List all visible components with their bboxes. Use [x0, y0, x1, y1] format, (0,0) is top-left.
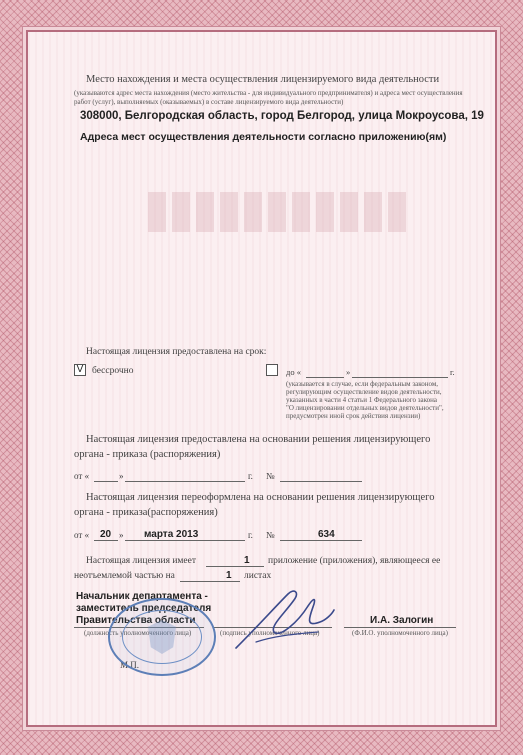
reissue-month-year: марта 2013 — [144, 529, 199, 540]
name-line — [344, 627, 456, 628]
reissue-number: 634 — [318, 529, 335, 540]
indefinite-label: бессрочно — [92, 366, 134, 376]
reissue-line-1: Настоящая лицензия переоформлена на основании решения лицензирующего — [86, 492, 435, 503]
until-note-4: "О лицензировании отдельных видов деятельности", — [286, 404, 444, 412]
basis-number-label: № — [266, 471, 275, 481]
reissue-number-line — [280, 540, 362, 541]
address: 308000, Белгородская область, город Белгород, улица Мокроусова, 19 — [80, 110, 484, 122]
appendix-sheets: 1 — [226, 570, 232, 581]
header-note-1: (указываются адрес места нахождения (место жительства - для индивидуального предпринимателя) и адреса мест осуществления — [74, 89, 463, 97]
stamp-place-mp: М.П. — [120, 660, 140, 670]
basis-from-mid: » — [119, 471, 124, 481]
basis-number-line — [280, 481, 362, 482]
reissue-line-2: органа - приказа(распоряжения) — [74, 507, 218, 518]
watermark-pattern — [148, 192, 408, 232]
basis-day-line — [94, 481, 118, 482]
appendix-sheets-label: листах — [244, 571, 272, 581]
appendix-count: 1 — [244, 555, 250, 566]
header-note-2: работ (услуг), выполняемых (оказываемых) в составе лицензируемого вида деятельности) — [74, 98, 344, 106]
until-note-1: (указывается в случае, если федеральным законом, — [286, 380, 439, 388]
appendix-line2-prefix: неотъемлемой частью на — [74, 571, 175, 581]
basis-from-prefix: от « — [74, 471, 90, 481]
reissue-year-suffix: г. — [248, 530, 253, 540]
until-prefix: до « — [286, 367, 301, 377]
until-month-line — [352, 377, 448, 378]
appendix-prefix: Настоящая лицензия имеет — [86, 556, 197, 566]
reissue-day-line — [94, 540, 118, 541]
signer-position-3: Правительства области — [76, 615, 196, 626]
caption-position: (должность уполномоченного лица) — [84, 629, 192, 637]
term-label: Настоящая лицензия предоставлена на срок: — [86, 347, 267, 357]
until-suffix: г. — [450, 367, 455, 377]
appendix-middle: приложение (приложения), являющееся ее — [268, 556, 441, 566]
signer-name: И.А. Залогин — [370, 615, 434, 626]
caption-signature: (подпись уполномоченного лица) — [220, 629, 320, 637]
basis-line-1: Настоящая лицензия предоставлена на основании решения лицензирующего — [86, 434, 431, 445]
until-day-line — [306, 377, 344, 378]
until-note-2: регулирующим осуществление видов деятельности, — [286, 388, 442, 396]
until-note-5: предусмотрен иной срок действия лицензии) — [286, 412, 421, 420]
handwritten-signature — [228, 586, 338, 656]
reissue-day: 20 — [100, 529, 112, 540]
reissue-from-prefix: от « — [74, 530, 90, 540]
reissue-month-line — [125, 540, 245, 541]
signer-position-2: заместитель председателя — [76, 603, 212, 614]
until-mid: » — [346, 367, 351, 377]
indefinite-checkbox: V — [74, 364, 86, 376]
appendix-count-line — [206, 566, 264, 567]
official-stamp — [108, 598, 216, 676]
until-checkbox — [266, 364, 278, 376]
basis-year-suffix: г. — [248, 471, 253, 481]
address-note: Адреса мест осуществления деятельности согласно приложению(ям) — [80, 131, 447, 143]
until-note-3: указанных в части 4 статьи 1 Федерального закона — [286, 396, 438, 404]
appendix-sheets-line — [180, 581, 240, 582]
basis-line-2: органа - приказа (распоряжения) — [74, 449, 221, 460]
header-title: Место нахождения и места осуществления лицензируемого вида деятельности — [86, 74, 440, 85]
reissue-number-label: № — [266, 530, 275, 540]
caption-name: (Ф.И.О. уполномоченного лица) — [352, 629, 448, 637]
reissue-from-mid: » — [119, 530, 124, 540]
signer-position-1: Начальник департамента - — [76, 591, 208, 602]
basis-month-line — [125, 481, 245, 482]
